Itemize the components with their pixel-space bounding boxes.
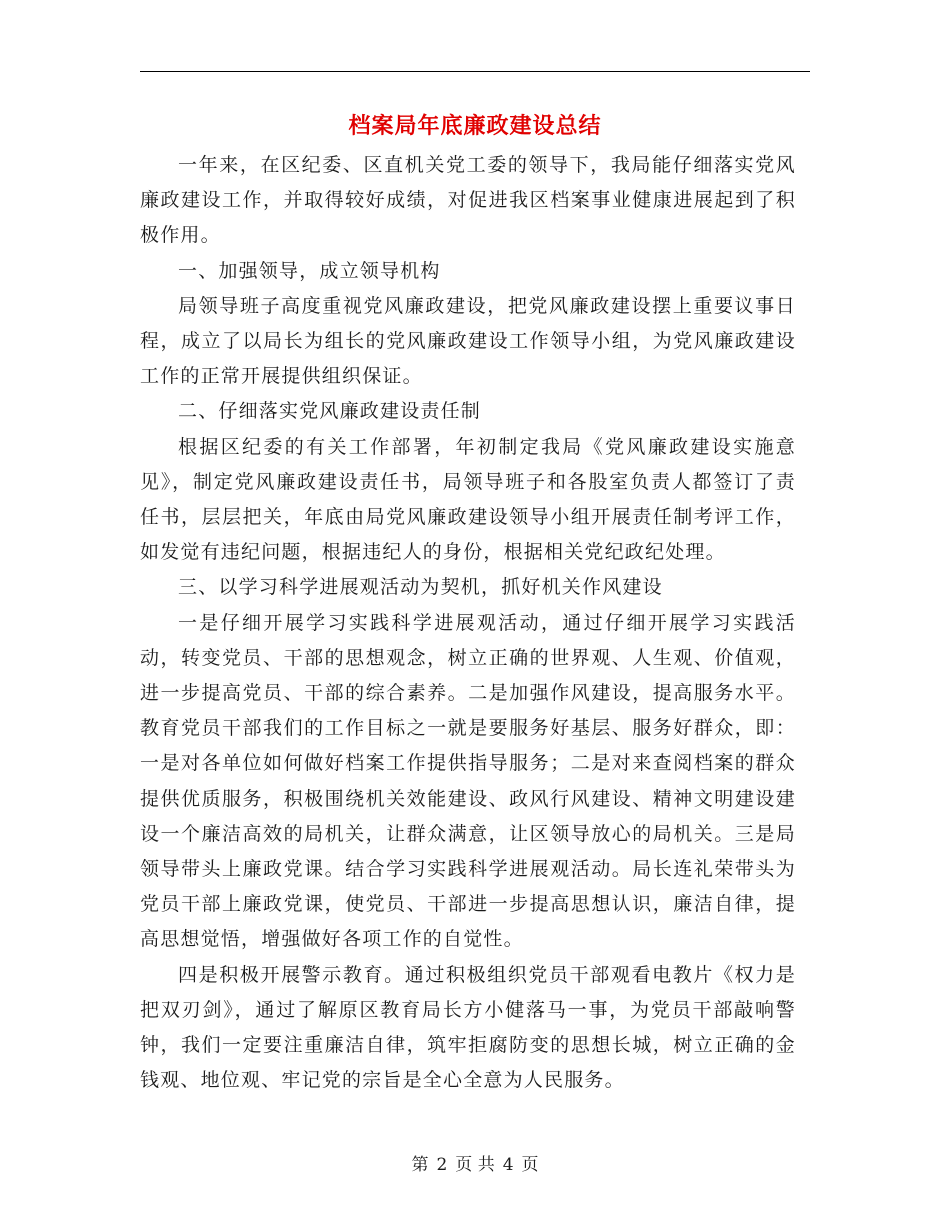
footer-total-pages: 4: [502, 1155, 514, 1175]
footer-prefix: 第: [411, 1155, 429, 1175]
page-footer: [0, 1150, 950, 1180]
footer-suffix: 页: [521, 1155, 539, 1175]
section-paragraph-4: 四是积极开展警示教育。通过积极组织党员干部观看电教片《权力是把双刃剑》，通过了解原区教育局长方小健落马一事，为党员干部敲响警钟，我们一定要注重廉洁自律，筑牢拒腐防变的思想长城，树立正确的金钱观、地位观、牢记党的宗旨是全心全意为人民服务。: [140, 963, 796, 1092]
section-paragraph-2: 根据区纪委的有关工作部署，年初制定我局《党风廉政建设实施意见》，制定党风廉政建设责任书，局领导班子和各股室负责人都签订了责任书，层层把关，年底由局党风廉政建设领导小组开展责任制考评工作，如发觉有违纪问题，根据违纪人的身份，根据相关党纪政纪处理。: [140, 435, 796, 564]
document-title: 档案局年底廉政建设总结: [348, 113, 602, 139]
header-rule: [140, 71, 810, 72]
section-heading-3: 三、以学习科学进展观活动为契机，抓好机关作风建设: [178, 576, 663, 599]
section-heading-2: 二、仔细落实党风廉政建设责任制: [178, 400, 482, 423]
section-heading-1: 一、加强领导，成立领导机构: [178, 259, 441, 282]
footer-middle: 页 共: [455, 1155, 495, 1175]
document-body: [140, 148, 796, 1098]
intro-paragraph: 一年来，在区纪委、区直机关党工委的领导下，我局能仔细落实党风廉政建设工作，并取得较好成绩，对促进我区档案事业健康进展起到了积极作用。: [140, 154, 796, 247]
section-paragraph-3: 一是仔细开展学习实践科学进展观活动，通过仔细开展学习实践活动，转变党员、干部的思想观念，树立正确的世界观、人生观、价值观，进一步提高党员、干部的综合素养。二是加强作风建设，提高服务水平。教育党员干部我们的工作目标之一就是要服务好基层、服务好群众，即：一是对各单位如何做好档案工作提供指导服务；二是对来查阅档案的群众提供优质服务，积极围绕机关效能建设、政风行风建设、精神文明建设建设一个廉洁高效的局机关，让群众满意，让区领导放心的局机关。三是局领导带头上廉政党课。结合学习实践科学进展观活动。局长连礼荣带头为党员干部上廉政党课，使党员、干部进一步提高思想认识，廉洁自律，提高思想觉悟，增强做好各项工作的自觉性。: [140, 611, 796, 951]
section-paragraph-1: 局领导班子高度重视党风廉政建设，把党风廉政建设摆上重要议事日程，成立了以局长为组长的党风廉政建设工作领导小组，为党风廉政建设工作的正常开展提供组织保证。: [140, 294, 796, 388]
footer-current-page: 2: [436, 1155, 448, 1175]
